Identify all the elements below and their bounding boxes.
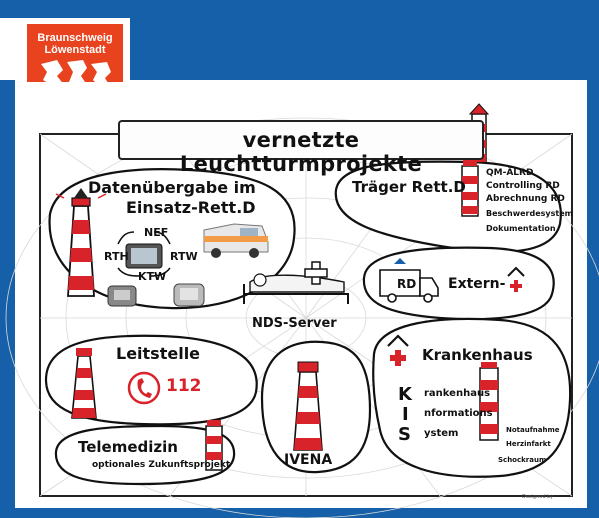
traeger-item: Controlling RD <box>486 181 560 191</box>
khs-line-1: rankenhaus <box>424 388 491 399</box>
department-item: Schockraum <box>498 456 547 464</box>
monitor-device-icon <box>108 286 136 306</box>
krankenhaus-lighthouse-icon <box>480 362 498 440</box>
phone-icon <box>129 373 159 403</box>
vehicle-ktw: KTW <box>138 270 167 283</box>
traeger-heading: Träger Rett.D <box>352 178 466 196</box>
department-item: Notaufnahme <box>506 426 560 434</box>
khs-letter-s: S <box>398 424 411 445</box>
emergency-number: 112 <box>166 376 202 396</box>
khs-letter-i: I <box>402 404 409 425</box>
telemedizin-heading: Telemedizin <box>78 438 178 456</box>
defibrillator-device-icon <box>174 284 204 306</box>
traeger-item: Beschwerdesystem <box>486 209 573 218</box>
extern-vehicle-label: RD <box>397 277 417 291</box>
logo-line-2: Löwenstadt <box>44 44 106 56</box>
telemedizin-subtitle: optionales Zukunftsprojekt <box>92 460 231 470</box>
ivena-label: IVENA <box>284 452 333 468</box>
leitstelle-heading: Leitstelle <box>116 344 201 363</box>
khs-letter-k: K <box>398 384 412 405</box>
khs-line-2: nformations <box>424 408 493 419</box>
logo-line-1: Braunschweig <box>37 32 113 44</box>
extern-label: Extern- <box>448 276 506 292</box>
designer-signature: Designed by <box>522 494 554 500</box>
page-title: vernetzte Leuchtturmprojekte <box>179 128 423 176</box>
data-transfer-heading-2: Einsatz-Rett.D <box>126 198 256 217</box>
department-item: Herzinfarkt <box>506 440 551 448</box>
tablet-device-icon <box>126 244 162 268</box>
vehicle-nef: NEF <box>144 226 169 239</box>
vehicle-rtw: RTW <box>170 250 198 263</box>
nds-server-label: NDS-Server <box>252 316 337 331</box>
data-transfer-heading-1: Datenübergabe im <box>88 178 256 197</box>
title-banner <box>118 120 484 176</box>
khs-line-3: ystem <box>424 428 459 439</box>
traeger-item: QM-ÄLRD <box>486 168 534 178</box>
traeger-item: Dokumentation <box>486 224 556 233</box>
krankenhaus-heading: Krankenhaus <box>422 346 533 364</box>
traeger-item: Abrechnung RD <box>486 194 565 204</box>
vehicle-rth: RTH <box>104 250 129 263</box>
